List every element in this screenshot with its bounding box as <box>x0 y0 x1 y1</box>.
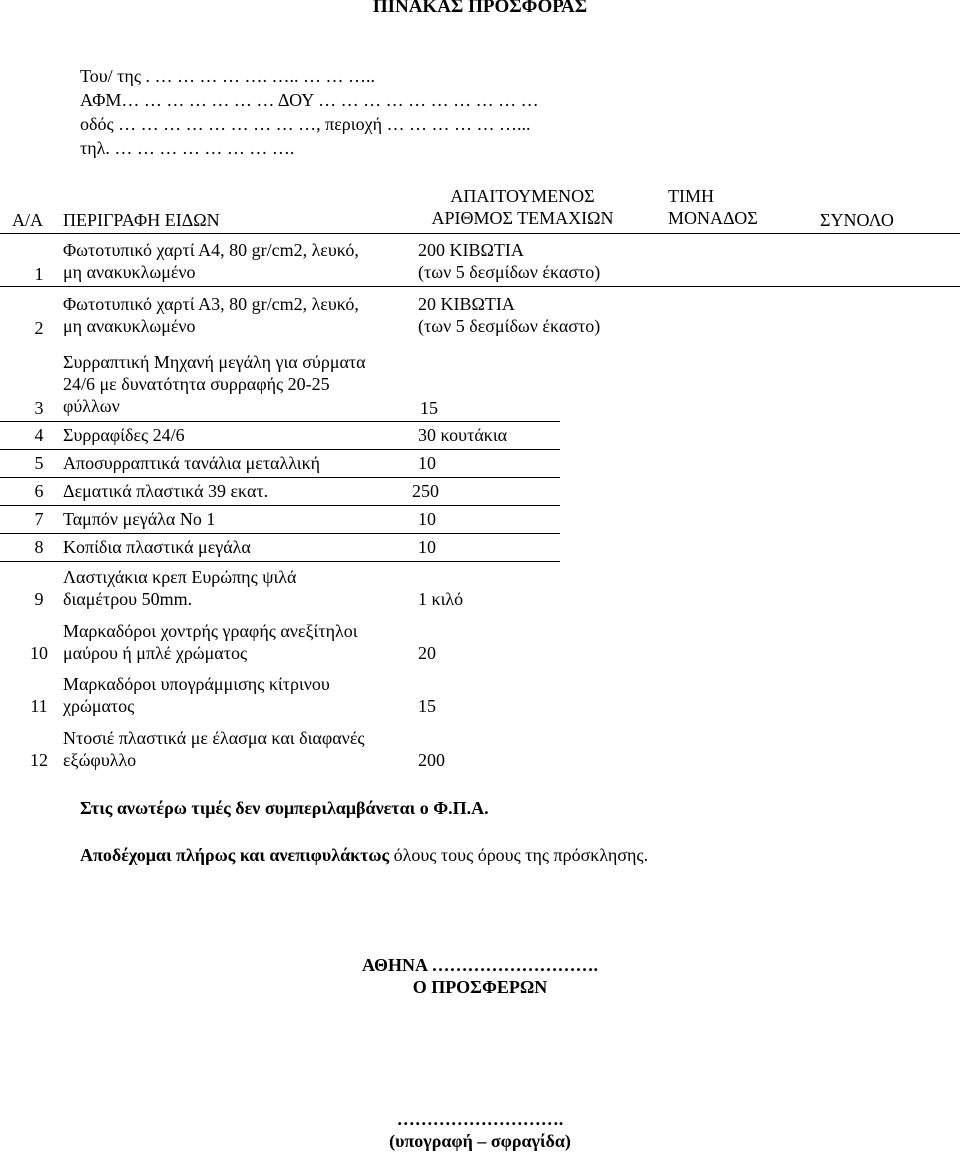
row-rule <box>0 533 560 534</box>
row-rule <box>0 477 560 478</box>
row-7-quantity: 10 <box>418 509 436 529</box>
vat-note: Στις ανωτέρω τιμές δεν συμπεριλαμβάνεται ο Φ.Π.Α. <box>80 798 489 818</box>
header-rule <box>0 233 960 234</box>
header-phone-line: τηλ. … … … … … … … …. <box>80 138 295 158</box>
row-5-number: 5 <box>34 453 44 473</box>
header-afm-line: ΑΦΜ… … … … … … … ΔΟΥ … … … … … … … … … … <box>80 90 539 110</box>
row-3-description-cont: 24/6 με δυνατότητα συρραφής 20-25 <box>63 374 330 394</box>
acceptance-note-bold: Αποδέχομαι πλήρως και ανεπιφυλάκτως <box>80 845 390 865</box>
row-10-quantity: 20 <box>418 643 436 663</box>
row-10-description-cont: μαύρου ή μπλέ χρώματος <box>63 643 248 663</box>
row-9-number: 9 <box>34 589 44 609</box>
row-2-description: Φωτοτυπικό χαρτί Α3, 80 gr/cm2, λευκό, <box>63 294 359 314</box>
signature-dots: ………………………. <box>396 1109 564 1129</box>
row-3-number: 3 <box>34 398 44 418</box>
row-5-description: Αποσυρραπτικά τανάλια μεταλλική <box>63 453 321 473</box>
acceptance-note <box>80 845 648 866</box>
row-8-quantity: 10 <box>418 537 436 557</box>
row-2-number: 2 <box>34 318 44 338</box>
signature-label: (υπογραφή – σφραγίδα) <box>389 1131 571 1151</box>
row-12-description: Ντοσιέ πλαστικά με έλασμα και διαφανές <box>63 728 365 748</box>
row-10-number: 10 <box>30 643 48 663</box>
row-3-quantity: 15 <box>420 398 438 418</box>
row-4-description: Συρραφίδες 24/6 <box>63 425 185 445</box>
row-11-number: 11 <box>30 696 48 716</box>
row-3-description-cont2: φύλλων <box>63 396 120 416</box>
row-11-quantity: 15 <box>418 696 436 716</box>
row-4-number: 4 <box>34 425 44 445</box>
row-1-number: 1 <box>34 264 44 284</box>
place-date-line: ΑΘΗΝΑ ………………………. <box>362 955 598 975</box>
row-1-description-cont: μη ανακυκλωμένο <box>63 262 196 282</box>
row-2-quantity: 20 ΚΙΒΩΤΙΑ <box>418 294 515 314</box>
row-8-description: Κοπίδια πλαστικά μεγάλα <box>63 537 251 557</box>
col-header-quantity-line1: ΑΠΑΙΤΟΥΜΕΝΟΣ <box>450 186 595 206</box>
row-8-number: 8 <box>34 537 44 557</box>
row-7-number: 7 <box>34 509 44 529</box>
header-name-line: Του/ της . … … … … …. ….. … … ….. <box>80 66 375 86</box>
col-header-aa: Α/Α <box>12 210 43 230</box>
row-7-description: Ταμπόν μεγάλα Νο 1 <box>63 509 216 529</box>
row-rule <box>0 505 560 506</box>
acceptance-note-rest: όλους τους όρους της πρόσκλησης. <box>389 845 649 865</box>
row-11-description: Μαρκαδόροι υπογράμμισης κίτρινου <box>63 674 330 694</box>
row-1-quantity: 200 ΚΙΒΩΤΙΑ <box>418 240 524 260</box>
offerer-label: Ο ΠΡΟΣΦΕΡΩΝ <box>412 977 548 997</box>
header-address-line: οδός … … … … … … … … …, περιοχή … … … … … …... <box>80 114 531 134</box>
row-12-description-cont: εξώφυλλο <box>63 750 137 770</box>
row-2-description-cont: μη ανακυκλωμένο <box>63 316 196 336</box>
row-1-quantity-note: (των 5 δεσμίδων έκαστο) <box>418 262 601 282</box>
col-header-description: ΠΕΡΙΓΡΑΦΗ ΕΙΔΩΝ <box>63 210 220 230</box>
col-header-unit-price-line1: ΤΙΜΗ <box>668 186 714 206</box>
row-rule <box>0 421 560 422</box>
row-12-quantity: 200 <box>418 750 445 770</box>
row-9-quantity: 1 κιλό <box>418 589 464 609</box>
row-5-quantity: 10 <box>418 453 436 473</box>
row-2-quantity-note: (των 5 δεσμίδων έκαστο) <box>418 316 601 336</box>
row-3-description: Συρραπτική Μηχανή μεγάλη για σύρματα <box>63 352 366 372</box>
row-1-description: Φωτοτυπικό χαρτί Α4, 80 gr/cm2, λευκό, <box>63 240 359 260</box>
row-10-description: Μαρκαδόροι χοντρής γραφής ανεξίτηλοι <box>63 621 358 641</box>
row-6-description: Δεματικά πλαστικά 39 εκατ. <box>63 481 269 501</box>
col-header-total: ΣΥΝΟΛΟ <box>820 210 894 230</box>
row-rule <box>0 286 960 287</box>
row-6-quantity: 250 <box>412 481 439 501</box>
row-9-description-cont: διαμέτρου 50mm. <box>63 589 193 609</box>
row-6-number: 6 <box>34 481 44 501</box>
row-11-description-cont: χρώματος <box>63 696 135 716</box>
col-header-quantity-line2: ΑΡΙΘΜΟΣ ΤΕΜΑΧΙΩΝ <box>431 208 614 228</box>
row-12-number: 12 <box>30 750 48 770</box>
page-title: ΠΙΝΑΚΑΣ ΠΡΟΣΦΟΡΑΣ <box>372 0 588 17</box>
row-rule <box>0 449 560 450</box>
row-9-description: Λαστιχάκια κρεπ Ευρώπης ψιλά <box>63 567 297 587</box>
row-4-quantity: 30 κουτάκια <box>418 425 508 445</box>
row-rule <box>0 561 560 562</box>
col-header-unit-price-line2: ΜΟΝΑΔΟΣ <box>668 208 758 228</box>
